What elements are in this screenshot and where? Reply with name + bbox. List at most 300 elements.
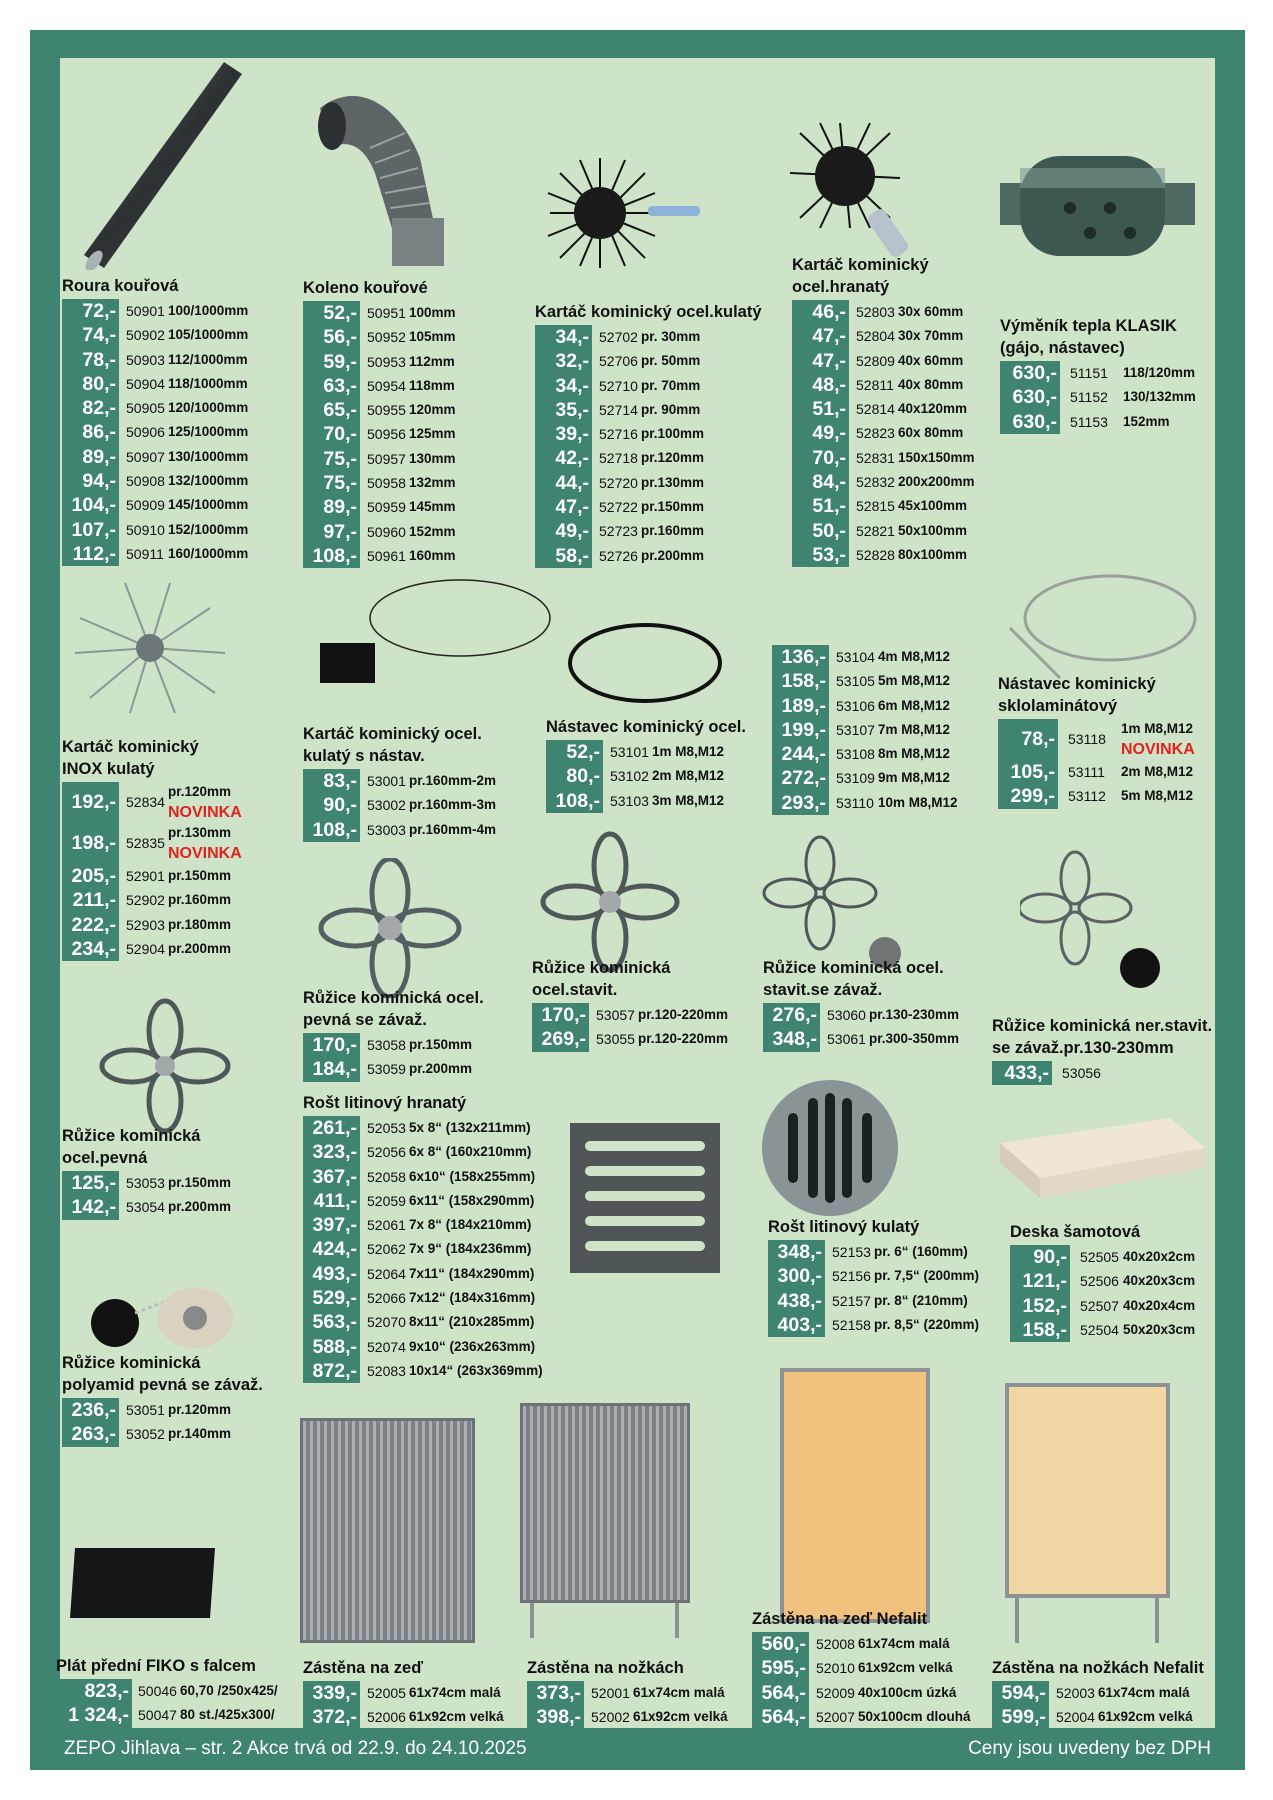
list-item — [56, 1703, 275, 1727]
code: 53106 — [836, 697, 875, 714]
code: 52831 — [856, 449, 895, 466]
price: 49,- — [792, 421, 849, 445]
list-item — [992, 1681, 1204, 1705]
price: 367,- — [303, 1165, 360, 1189]
price: 170,- — [303, 1033, 360, 1057]
price: 39,- — [535, 422, 592, 446]
code: 52061 — [367, 1217, 406, 1234]
footer-left-text: ZEPO Jihlava – str. 2 Akce trvá od 22.9. do 24.10.2025 — [64, 1738, 527, 1759]
code: 50952 — [367, 329, 406, 346]
price: 84,- — [792, 470, 849, 494]
code: 52002 — [591, 1709, 630, 1726]
code: 53054 — [126, 1199, 165, 1216]
description: 9m M8,M12 — [878, 770, 951, 786]
price: 630,- — [1000, 385, 1060, 409]
list-item — [303, 301, 456, 325]
description: pr.200mm — [168, 940, 232, 956]
flue-pipe-title: Roura kouřová — [62, 277, 179, 295]
code: 50911 — [126, 545, 164, 562]
price: 372,- — [303, 1705, 360, 1729]
description: 40x20x2cm — [1123, 1249, 1196, 1264]
code: 52710 — [599, 377, 638, 394]
price: 823,- — [56, 1679, 132, 1703]
list-item — [62, 445, 249, 469]
list-item — [62, 323, 249, 347]
list-item — [303, 818, 497, 842]
description: 7x 8“ (184x210mm) — [409, 1217, 532, 1233]
price: 78,- — [998, 719, 1058, 760]
price: 32,- — [535, 349, 592, 373]
list-item — [535, 446, 762, 470]
code: 52720 — [599, 474, 638, 491]
description: 130/132mm — [1123, 389, 1196, 405]
price: 199,- — [772, 718, 829, 742]
list-item — [763, 1027, 960, 1051]
list-item — [752, 1632, 950, 1656]
rose-adjustable-weighted-title-2: stavit.se závaž. — [763, 981, 883, 999]
rose-stainless-title-2: se závaž.pr.130-230mm — [992, 1039, 1174, 1057]
list-item — [303, 1237, 532, 1261]
description: pr.150mm — [168, 868, 232, 883]
list-item — [303, 447, 456, 471]
description: 10m M8,M12 — [878, 794, 958, 810]
list-item — [792, 470, 975, 494]
price: 158,- — [772, 669, 829, 693]
round-grate-image — [760, 1078, 900, 1218]
price: 234,- — [62, 937, 119, 961]
code: 53101 — [610, 744, 649, 760]
description: 100/1000mm — [168, 303, 249, 318]
rose-fixed-title-2: ocel.pevná — [62, 1149, 148, 1167]
list-item — [62, 372, 248, 396]
price: 89,- — [303, 495, 360, 519]
price: 630,- — [1000, 361, 1060, 385]
price: 51,- — [792, 494, 849, 518]
list-item — [62, 913, 232, 937]
description: 80x100mm — [898, 546, 968, 562]
description: pr.120mm — [641, 450, 705, 466]
list-item — [532, 1027, 729, 1051]
list-item — [303, 1681, 501, 1705]
code: 52722 — [599, 499, 638, 516]
code: 52156 — [832, 1268, 871, 1285]
description: pr.160mm-2m — [409, 773, 497, 788]
price: 293,- — [772, 791, 829, 815]
list-item — [303, 1286, 536, 1310]
list-item — [792, 373, 964, 397]
price: 184,- — [303, 1057, 360, 1081]
list-item — [1010, 1318, 1196, 1342]
code: 53102 — [610, 768, 649, 785]
description: 200x200mm — [898, 474, 975, 490]
code: 52007 — [816, 1708, 855, 1725]
description: pr.200mm — [641, 547, 705, 563]
list-item — [303, 325, 456, 349]
price: 56,- — [303, 325, 360, 349]
list-item — [792, 397, 968, 421]
description: 45x100mm — [898, 498, 968, 514]
price: 49,- — [535, 519, 592, 543]
description: 7m M8,M12 — [878, 721, 951, 737]
code: 52815 — [856, 498, 895, 515]
steel-rod-title: Nástavec kominický ocel. — [546, 718, 746, 736]
rose-polyamid-title-2: polyamid pevná se závaž. — [62, 1376, 263, 1394]
description: 160/1000mm — [168, 545, 249, 561]
code: 53109 — [836, 770, 875, 787]
code: 50902 — [126, 327, 165, 344]
list-item — [303, 374, 455, 398]
description: 7x11“ (184x290mm) — [409, 1265, 535, 1281]
description: 30x 60mm — [898, 304, 964, 319]
code: 53053 — [126, 1175, 165, 1191]
description: 7x12“ (184x316mm) — [409, 1290, 536, 1306]
price: 51,- — [792, 397, 849, 421]
list-item — [62, 937, 232, 961]
list-item — [1000, 361, 1196, 385]
code: 50908 — [126, 473, 165, 490]
code: 51153 — [1070, 413, 1108, 430]
rose-fixed-title-1: Růžice kominická — [62, 1127, 201, 1145]
description: pr.180mm — [168, 916, 232, 932]
list-item — [535, 471, 762, 495]
code: 50956 — [367, 426, 406, 443]
price: 107,- — [62, 518, 119, 542]
description: pr. 6“ (160mm) — [874, 1244, 968, 1259]
nefalit-wall-shield-image — [780, 1368, 930, 1623]
rose-adjustable-image — [540, 828, 680, 978]
description: 145/1000mm — [168, 497, 249, 513]
price: 560,- — [752, 1632, 809, 1656]
list-item — [1010, 1269, 1196, 1293]
description: 3m M8,M12 — [652, 792, 725, 808]
description: pr.160mm-4m — [409, 821, 497, 837]
price: 276,- — [763, 1003, 820, 1027]
code: 50958 — [367, 475, 406, 492]
code: 52804 — [856, 328, 895, 345]
price: 83,- — [303, 769, 360, 793]
list-item — [546, 740, 746, 764]
list-item — [768, 1289, 968, 1313]
code: 52814 — [856, 401, 895, 418]
flue-pipe-block — [62, 275, 249, 566]
price: 192,- — [62, 782, 119, 823]
description: 5x 8“ (132x211mm) — [409, 1120, 531, 1135]
code: 52904 — [126, 940, 165, 957]
price: 74,- — [62, 323, 119, 347]
description: 2m M8,M12 — [652, 768, 725, 784]
price: 104,- — [62, 493, 119, 517]
code: 52504 — [1080, 1321, 1119, 1338]
list-item — [998, 760, 1194, 784]
code: 53003 — [367, 821, 406, 838]
code: 52059 — [367, 1192, 406, 1209]
list-item — [303, 1140, 532, 1164]
code: 53051 — [126, 1402, 165, 1418]
rose-adjustable-title-2: ocel.stavit. — [532, 981, 618, 999]
list-item — [62, 542, 249, 566]
code: 52003 — [1056, 1685, 1095, 1701]
square-brush-title-1: Kartáč kominický — [792, 256, 929, 274]
description: pr.200mm — [409, 1061, 473, 1077]
rose-adjustable-block — [532, 957, 729, 1052]
code: 52718 — [599, 450, 638, 467]
description: pr.130mm — [168, 825, 232, 840]
description: pr.160mm — [641, 523, 705, 539]
list-item — [752, 1656, 953, 1680]
code: 52809 — [856, 352, 895, 369]
steel-rod-block — [546, 716, 746, 813]
description: 40x20x4cm — [1123, 1297, 1196, 1313]
list-item — [62, 823, 242, 864]
description: 1m M8,M12 — [1121, 721, 1194, 736]
code: 52811 — [856, 376, 894, 393]
code: 52903 — [126, 916, 165, 933]
description: 80 st./425x300/ — [180, 1707, 275, 1723]
list-item — [1010, 1294, 1196, 1318]
price: 34,- — [535, 325, 592, 349]
price: 136,- — [772, 645, 829, 669]
novinka-badge: NOVINKA — [168, 845, 242, 862]
nefalit-wall-shield-title: Zástěna na zeď Nefalit — [752, 1610, 928, 1628]
flue-elbow-image — [310, 78, 480, 278]
description: 118/120mm — [1123, 365, 1196, 380]
code: 53112 — [1068, 788, 1106, 805]
description: pr.160mm — [168, 892, 232, 908]
price: 72,- — [62, 299, 119, 323]
description: 150x150mm — [898, 449, 975, 465]
description: 60,70 /250x425/ — [180, 1683, 278, 1698]
round-brush-block — [535, 301, 762, 568]
description: 6x11“ (158x290mm) — [409, 1192, 535, 1208]
code: 50906 — [126, 424, 165, 441]
price: 563,- — [303, 1310, 360, 1334]
list-item — [62, 1195, 232, 1219]
rose-fixed-block — [62, 1125, 232, 1220]
description: 130/1000mm — [168, 448, 249, 464]
description: 61x74cm malá — [633, 1685, 725, 1700]
price: 78,- — [62, 348, 119, 372]
list-item — [303, 1057, 484, 1081]
price: 47,- — [792, 349, 849, 373]
list-item — [62, 782, 242, 823]
price: 564,- — [752, 1705, 809, 1729]
square-grate-block — [303, 1092, 543, 1383]
price: 198,- — [62, 823, 119, 864]
flue-elbow-title: Koleno kouřové — [303, 279, 428, 297]
price: 75,- — [303, 447, 360, 471]
price: 170,- — [532, 1003, 589, 1027]
description: 100mm — [409, 305, 456, 320]
code: 52505 — [1080, 1249, 1119, 1265]
list-item — [535, 422, 762, 446]
price: 82,- — [62, 396, 119, 420]
description: 30x 70mm — [898, 328, 964, 344]
list-item — [62, 518, 249, 542]
list-item — [303, 1335, 536, 1359]
description: 10x14“ (263x369mm) — [409, 1362, 543, 1378]
catalog-panel — [56, 58, 1215, 1729]
code: 52507 — [1080, 1297, 1119, 1314]
description: 60x 80mm — [898, 425, 964, 441]
code: 53058 — [367, 1037, 406, 1053]
list-item — [303, 1033, 484, 1057]
flue-pipe-image — [74, 60, 244, 270]
price: 53,- — [792, 543, 849, 567]
description: 118/1000mm — [168, 375, 248, 391]
fiberglass-rod-image — [1000, 568, 1200, 688]
code: 53111 — [1068, 764, 1105, 780]
list-item — [792, 543, 968, 567]
price: 34,- — [535, 374, 592, 398]
list-item — [62, 469, 249, 493]
code: 53056 — [1062, 1065, 1101, 1081]
list-item — [303, 398, 456, 422]
code: 53107 — [836, 721, 875, 738]
price: 373,- — [527, 1681, 584, 1705]
list-item — [62, 888, 232, 912]
price: 397,- — [303, 1213, 360, 1237]
fiberglass-rod-block — [998, 673, 1195, 809]
novinka-badge: NOVINKA — [168, 804, 242, 821]
description: pr.300-350mm — [869, 1031, 960, 1047]
list-item — [535, 325, 762, 349]
list-item — [535, 374, 762, 398]
code: 52158 — [832, 1316, 871, 1333]
standing-shield-image — [515, 1403, 695, 1638]
description: 105/1000mm — [168, 327, 249, 343]
front-plate-block — [56, 1655, 278, 1728]
code: 50907 — [126, 448, 165, 465]
code: 52901 — [126, 868, 165, 884]
steel-rod-image — [560, 613, 730, 713]
list-item — [752, 1681, 957, 1705]
price: 529,- — [303, 1286, 360, 1310]
price: 63,- — [303, 374, 360, 398]
price: 424,- — [303, 1237, 360, 1261]
price: 403,- — [768, 1313, 825, 1337]
list-item — [768, 1313, 980, 1337]
code: 52008 — [816, 1636, 855, 1652]
code: 52010 — [816, 1660, 855, 1677]
code: 51151 — [1070, 365, 1108, 381]
price: 65,- — [303, 398, 360, 422]
description: 61x74cm malá — [1098, 1685, 1190, 1700]
price: 86,- — [62, 420, 119, 444]
list-item — [62, 1171, 232, 1195]
list-item — [62, 1422, 263, 1446]
standing-shield-title: Zástěna na nožkách — [527, 1659, 684, 1677]
description: 9x10“ (236x263mm) — [409, 1338, 536, 1354]
description: pr.120mm — [168, 784, 232, 799]
rose-fixed-image — [90, 998, 240, 1138]
round-brush-title: Kartáč kominický ocel.kulatý — [535, 303, 762, 321]
code: 50955 — [367, 402, 406, 419]
brush-rod-title-1: Kartáč kominický ocel. — [303, 725, 482, 743]
description: pr. 8“ (210mm) — [874, 1292, 968, 1308]
price: 205,- — [62, 864, 119, 888]
description: 40x20x3cm — [1123, 1273, 1196, 1289]
code: 52006 — [367, 1709, 406, 1726]
list-item — [792, 349, 964, 373]
list-item — [303, 520, 456, 544]
code: 50904 — [126, 375, 165, 392]
description: 5m M8,M12 — [1121, 788, 1194, 804]
fiberglass-rod-title-2: sklolaminátový — [998, 697, 1118, 715]
rose-fixed-weighted-title-2: pevná se závaž. — [303, 1011, 427, 1029]
list-item — [303, 1359, 543, 1383]
code: 52083 — [367, 1362, 406, 1379]
list-item — [792, 324, 964, 348]
code: 53110 — [836, 794, 874, 811]
code: 50959 — [367, 499, 406, 516]
fiberglass-rod-title-1: Nástavec kominický — [998, 675, 1156, 693]
rose-adjustable-title-1: Růžice kominická — [532, 959, 671, 977]
price: 44,- — [535, 471, 592, 495]
description: 8m M8,M12 — [878, 746, 951, 762]
price: 269,- — [532, 1027, 589, 1051]
square-brush-title-2: ocel.hranatý — [792, 278, 890, 296]
code: 53105 — [836, 673, 875, 690]
rose-adjustable-weighted-title-1: Růžice kominická ocel. — [763, 959, 944, 977]
code: 52157 — [832, 1292, 871, 1309]
brush-rod-block — [303, 723, 497, 842]
list-item — [998, 784, 1194, 808]
rose-polyamid-title-1: Růžice kominická — [62, 1354, 201, 1372]
price: 272,- — [772, 766, 829, 790]
price: 47,- — [792, 324, 849, 348]
list-item — [792, 421, 964, 445]
list-item — [546, 764, 746, 788]
nefalit-standing-shield-block — [992, 1657, 1204, 1730]
list-item — [303, 793, 497, 817]
round-grate-title: Rošt litinový kulatý — [768, 1218, 920, 1236]
code: 52706 — [599, 353, 638, 370]
list-item — [752, 1705, 971, 1729]
description: 6m M8,M12 — [878, 697, 951, 713]
code: 50905 — [126, 400, 165, 417]
price: 244,- — [772, 742, 829, 766]
square-grate-image — [570, 1123, 720, 1273]
polyamid-rose-image — [85, 1268, 255, 1358]
nefalit-standing-shield-image — [1005, 1383, 1170, 1643]
flue-elbow-block — [303, 277, 456, 568]
list-item — [303, 422, 456, 446]
code: 50047 — [138, 1707, 177, 1724]
code: 50903 — [126, 351, 165, 368]
nefalit-standing-shield-title: Zástěna na nožkách Nefalit — [992, 1659, 1204, 1677]
list-item — [303, 471, 456, 495]
price: 108,- — [303, 818, 360, 842]
code: 52056 — [367, 1144, 406, 1161]
price: 47,- — [535, 495, 592, 519]
description: 1m M8,M12 — [652, 744, 725, 759]
chamotte-board-image — [1000, 1118, 1210, 1218]
description: 61x74cm malá — [858, 1636, 950, 1651]
price: 52,- — [303, 301, 360, 325]
price: 52,- — [546, 740, 603, 764]
price: 80,- — [546, 764, 603, 788]
description: pr.150mm — [409, 1037, 473, 1052]
footer-right-text: Ceny jsou uvedeny bez DPH — [968, 1738, 1211, 1759]
rose-adjustable-weighted-block — [763, 957, 960, 1052]
rose-weighted-image — [310, 858, 470, 998]
description: pr.100mm — [641, 426, 705, 442]
price: 398,- — [527, 1705, 584, 1729]
description: pr.200mm — [168, 1199, 232, 1215]
description: 6x 8“ (160x210mm) — [409, 1144, 532, 1160]
code: 52064 — [367, 1265, 406, 1282]
code: 52902 — [126, 892, 165, 909]
